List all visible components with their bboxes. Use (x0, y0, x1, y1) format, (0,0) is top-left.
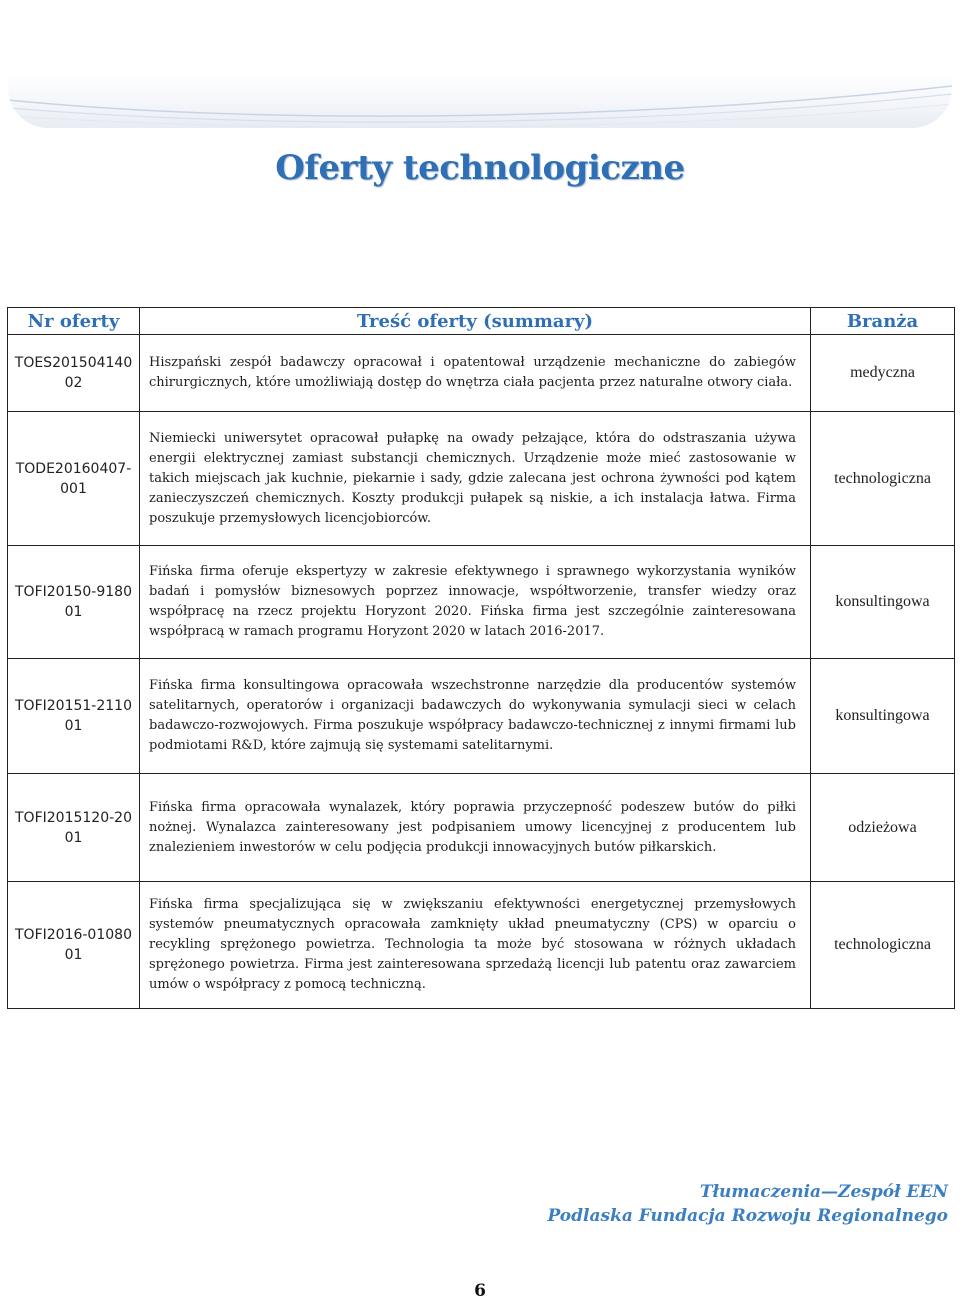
offer-sector: odzieżowa (811, 774, 955, 882)
offer-number: TOFI20151-211001 (8, 659, 140, 774)
offers-table (7, 307, 955, 1009)
offer-summary: Fińska firma specjalizująca się w zwiększaniu efektywności energetycznej przemysłowych systemów pneumatycznych opracowała zamknięty układ pneumatyczny (CPS) w oparciu o recykling sprężonego powietrza. Technologia ta może być stosowana w różnych układach sprężonego powietrza. Firma jest zainteresowana sprzedażą licencji lub patentu oraz zawarciem umów o współpracy z pomocą techniczną. (140, 882, 811, 1009)
offer-summary: Niemiecki uniwersytet opracował pułapkę na owady pełzające, która do odstraszania używa energii elektrycznej zamiast substancji chemicznych. Urządzenie może mieć zastosowanie w takich miejscach jak kuchnie, piekarnie i sady, gdzie zalecana jest ochrona żywności pod kątem zanieczyszczeń chemicznych. Koszty produkcji pułapek są niskie, a ich instalacja łatwa. Firma poszukuje przemysłowych licencjobiorców. (140, 412, 811, 546)
offer-sector: konsultingowa (811, 546, 955, 659)
footer-line-translations: Tłumaczenia—Zespół EEN (699, 1182, 948, 1202)
table-row (8, 882, 955, 1009)
offer-number: TOFI2016-0108001 (8, 882, 140, 1009)
offer-summary: Fińska firma konsultingowa opracowała wszechstronne narzędzie dla producentów systemów satelitarnych, operatorów i organizacji badawczych do wykonywania symulacji sieci w celach badawczo-rozwojowych. Firma poszukuje współpracy badawczo-technicznej z innymi firmami lub podmiotami R&D, które zajmują się systemami satelitarnymi. (140, 659, 811, 774)
offer-sector: konsultingowa (811, 659, 955, 774)
offer-number: TOFI20150-918001 (8, 546, 140, 659)
table-row (8, 546, 955, 659)
offer-sector: technologiczna (811, 412, 955, 546)
offer-sector: technologiczna (811, 882, 955, 1009)
column-header-sector: Branża (811, 308, 955, 335)
header-banner (8, 8, 952, 128)
table-header-row (8, 308, 955, 335)
table-row (8, 659, 955, 774)
offer-summary: Fińska firma oferuje ekspertyzy w zakresie efektywnego i sprawnego wykorzystania wyników badań i pomysłów biznesowych poprzez innowacje, współtworzenie, transfer wiedzy oraz współpracę na rzecz projektu Horyzont 2020. Fińska firma jest szczególnie zainteresowana współpracą w ramach programu Horyzont 2020 w latach 2016-2017. (140, 546, 811, 659)
offer-summary: Hiszpański zespół badawczy opracował i opatentował urządzenie mechaniczne do zabiegów chirurgicznych, które umożliwiają dostęp do wnętrza ciała pacjenta przez naturalne otwory ciała. (140, 335, 811, 412)
table-row (8, 412, 955, 546)
column-header-summary: Treść oferty (summary) (140, 308, 811, 335)
table-row (8, 335, 955, 412)
page-number: 6 (474, 1281, 486, 1301)
offer-summary: Fińska firma opracowała wynalazek, który poprawia przyczepność podeszew butów do piłki nożnej. Wynalazca zainteresowany jest podpisaniem umowy licencyjnej z producentem lub znalezieniem inwestorów w celu podjęcia produkcji innowacyjnych butów piłkarskich. (140, 774, 811, 882)
table-row (8, 774, 955, 882)
offer-number: TOFI2015120-2001 (8, 774, 140, 882)
offer-sector: medyczna (811, 335, 955, 412)
column-header-number: Nr oferty (8, 308, 140, 335)
offer-number: TOES201504140 02 (8, 335, 140, 412)
page-title: Oferty technologiczne (275, 148, 685, 188)
footer-line-foundation: Podlaska Fundacja Rozwoju Regionalnego (547, 1206, 948, 1226)
offer-number: TODE20160407-001 (8, 412, 140, 546)
banner-swoosh-decoration (8, 8, 952, 128)
footer-credits (547, 1180, 948, 1228)
